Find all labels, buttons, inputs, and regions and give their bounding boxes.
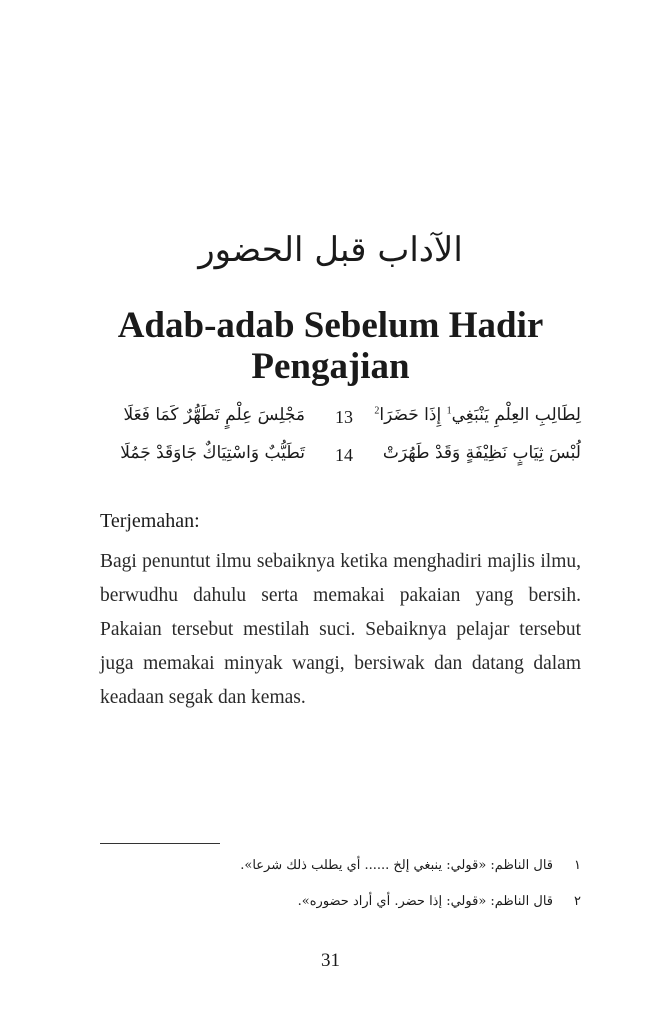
footnote-marker: ١ — [574, 858, 581, 873]
arabic-chapter-title: الآداب قبل الحضور — [198, 230, 463, 270]
page-number: 31 — [321, 950, 340, 971]
verse-row — [100, 443, 581, 481]
footnote-item — [100, 854, 581, 890]
translation-paragraph: Bagi penuntut ilmu sebaiknya ketika menghadiri majlis ilmu, berwudhu dahulu serta memakai pakaian yang bersih. Pakaian tersebut mestilah suci. Sebaiknya pelajar tersebut juga memakai minyak wangi, bersiwak dan datang dalam keadaan segak dan kemas. — [100, 551, 581, 708]
footnote-divider — [100, 843, 220, 844]
verse-text: لِطَالِبِ العِلْمِ يَنْبَغِي — [451, 405, 581, 425]
footnote-ref[interactable]: 2 — [374, 405, 380, 417]
chapter-title: Adab-adab Sebelum Hadir Pengajian — [117, 305, 544, 387]
verse-row — [100, 405, 581, 443]
footnote-marker: ٢ — [574, 894, 581, 909]
footnotes — [100, 854, 581, 926]
verse-number: 14 — [335, 445, 353, 465]
verse-second-hemistich: مَجْلِسَ عِلْمٍ تَطَهُّرٌ كَمَا فَعَلَا — [123, 405, 305, 425]
verse-first-hemistich — [371, 405, 581, 425]
footnote-item — [100, 890, 581, 926]
translation-label: Terjemahan: — [100, 510, 200, 532]
footnote-text: قال الناظم: «قولي: إذا حضر. أي أراد حضوره». — [297, 894, 553, 909]
verse-block — [100, 405, 581, 481]
verse-text: لُبْسَ ثِيَابٍ نَظِيْفَةٍ وَقَدْ طَهُرَتْ — [382, 443, 581, 463]
verse-second-hemistich: تَطَيُّبٌ وَاسْتِيَاكٌ جَاوَقَدْ جَمُلَا — [120, 443, 305, 463]
verse-first-hemistich — [371, 443, 581, 463]
verse-text: إِذَا حَضَرَا — [379, 405, 442, 425]
footnote-text: قال الناظم: «قولي: ينبغي إلخ ...... أي يطلب ذلك شرعا». — [240, 858, 553, 873]
verse-number: 13 — [335, 407, 353, 427]
footnote-ref[interactable]: 1 — [446, 405, 452, 417]
